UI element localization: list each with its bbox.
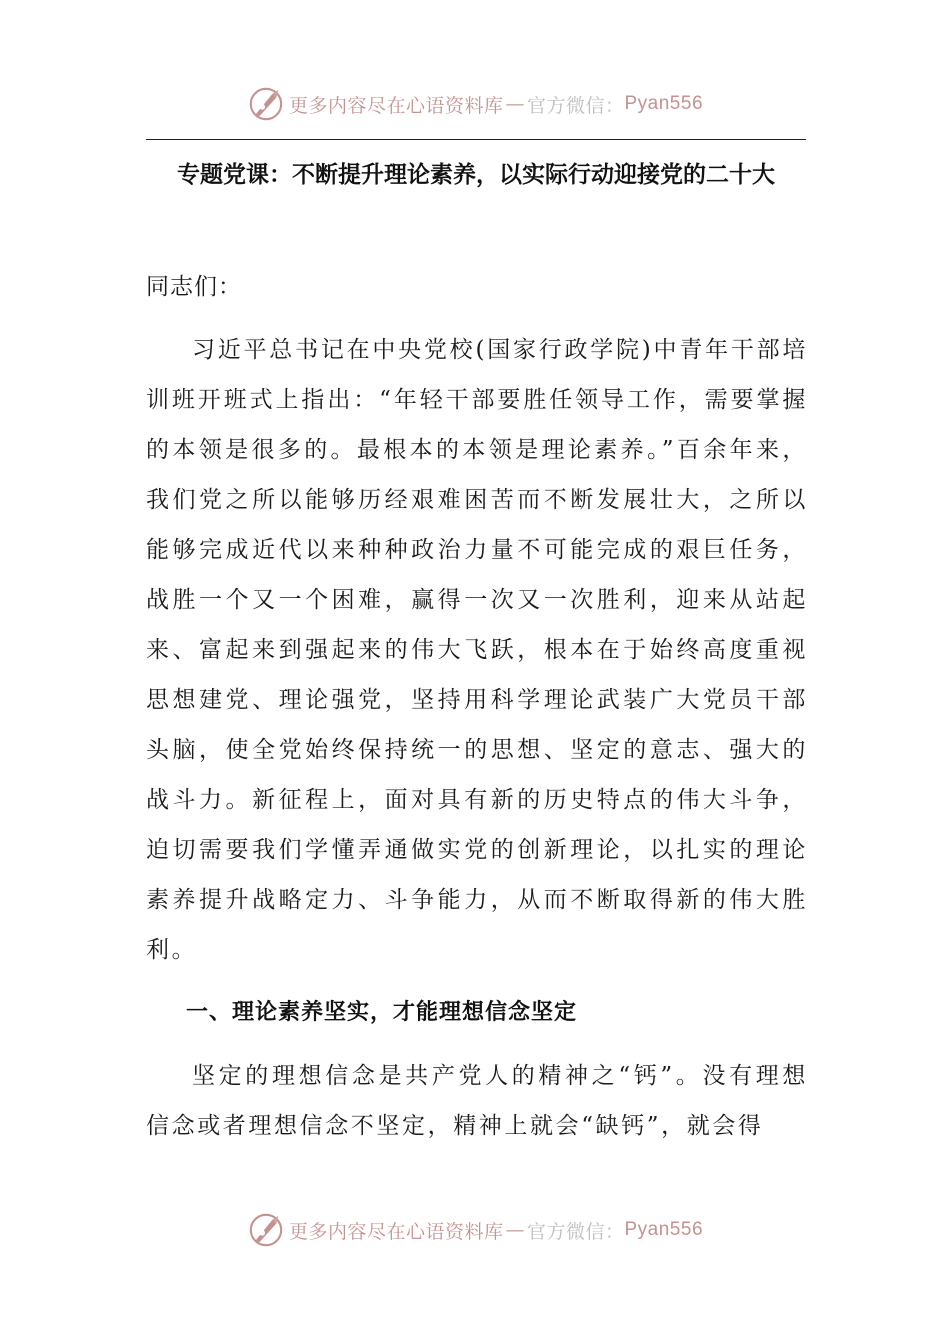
section-heading-1: 一、理论素养坚实，才能理想信念坚定: [186, 1000, 578, 1025]
document-body: [146, 262, 808, 1151]
paragraph-intro: 习近平总书记在中央党校(国家行政学院)中青年干部培训班开班式上指出：“年轻干部要胜任领导工作，需要掌握的本领是很多的。最根本的本领是理论素养。”百余年来，我们党之所以能够历经艰难困苦而不断发展壮大，之所以能够完成近代以来种种政治力量不可能完成的艰巨任务，战胜一个又一个困难，赢得一次又一次胜利，迎来从站起来、富起来到强起来的伟大飞跃，根本在于始终高度重视思想建党、理论强党，坚持用科学理论武装广大党员干部头脑，使全党始终保持统一的思想、坚定的意志、强大的战斗力。新征程上，面对具有新的历史特点的伟大斗争，迫切需要我们学懂弄通做实党的创新理论，以扎实的理论素养提升战略定力、斗争能力，从而不断取得新的伟大胜利。: [146, 337, 808, 963]
footer-watermark: [0, 1208, 950, 1252]
watermark-wechat-id: Pyan556: [624, 1219, 704, 1240]
greeting: 同志们：: [146, 274, 242, 300]
watermark-site-text: 更多内容尽在心语资料库: [288, 94, 504, 117]
document-title: 专题党课：不断提升理论素养，以实际行动迎接党的二十大: [177, 162, 775, 188]
watermark-label: 官方微信：: [526, 1220, 625, 1243]
watermark-site-text: 更多内容尽在心语资料库: [288, 1220, 504, 1243]
watermark-separator: —: [505, 93, 525, 115]
quill-logo-icon: [247, 1211, 285, 1249]
watermark-separator: —: [505, 1219, 525, 1241]
paragraph-section-1: 坚定的理想信念是共产党人的精神之“钙”。没有理想信念或者理想信念不坚定，精神上就会“缺钙”，就会得: [146, 1063, 808, 1139]
watermark-label: 官方微信：: [526, 94, 625, 117]
header-watermark: [0, 82, 950, 126]
quill-logo-icon: [247, 85, 285, 123]
header-divider: [146, 139, 806, 140]
watermark-wechat-id: Pyan556: [624, 93, 704, 114]
